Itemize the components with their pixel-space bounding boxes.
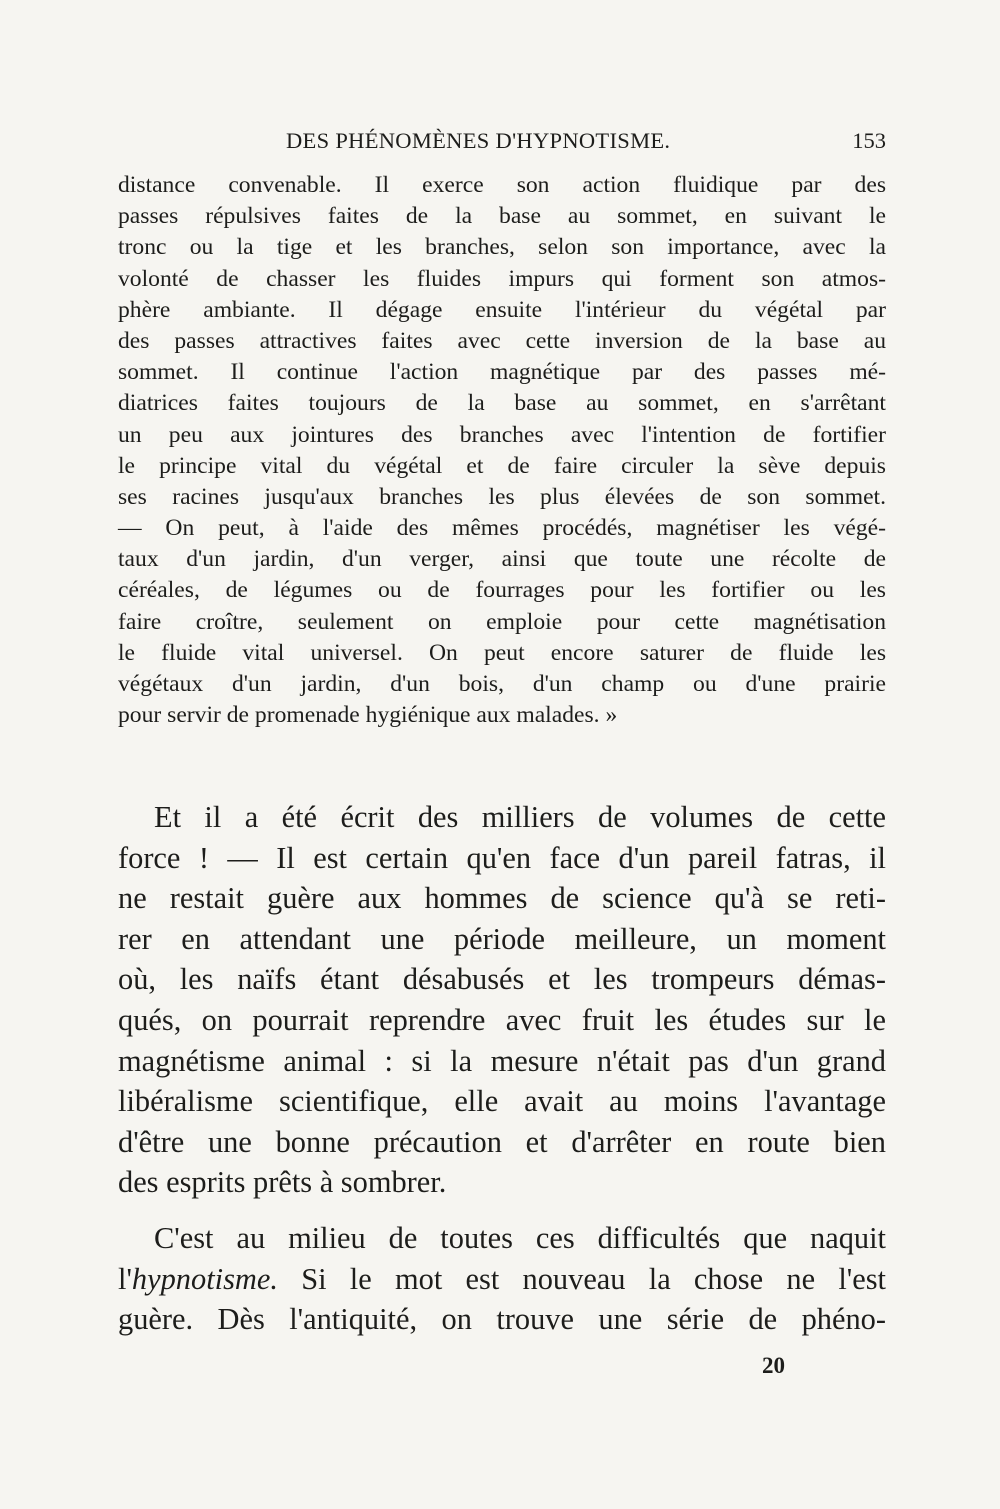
paragraph-line: des esprits prêts à sombrer.	[118, 1165, 447, 1200]
quote-line: des passes attractives faites avec cette inversion de la base au	[118, 327, 886, 354]
quote-line: — On peut, à l'aide des mêmes procédés, magnétiser les végé-	[118, 515, 886, 542]
paragraph-line: libéralisme scientifique, elle avait au moins l'avantage	[118, 1084, 886, 1119]
quote-line: pour servir de promenade hygiénique aux malades. »	[118, 702, 618, 729]
paragraph-line: guère. Dès l'antiquité, on trouve une série de phéno-	[118, 1302, 886, 1337]
paragraph-line: Et il a été écrit des milliers de volumes de cette	[154, 800, 886, 834]
italic-term: hypnotisme.	[131, 1261, 278, 1296]
quote-line: faire croître, seulement on emploie pour cette magnétisation	[118, 608, 886, 635]
paragraph-line: qués, on pourrait reprendre avec fruit les études sur le	[118, 1002, 886, 1037]
page-number: 153	[852, 128, 886, 153]
quote-line: phère ambiante. Il dégage ensuite l'intérieur du végétal par	[118, 296, 886, 323]
running-title: DES PHÉNOMÈNES D'HYPNOTISME.	[286, 128, 671, 153]
quote-line: volonté de chasser les fluides impurs qui forment son atmos-	[118, 265, 886, 292]
paragraph-line: C'est au milieu de toutes ces difficultés que naquit	[154, 1221, 886, 1255]
body-paragraph	[118, 1218, 886, 1340]
paragraph-line: force ! — Il est certain qu'en face d'un pareil fatras, il	[118, 840, 886, 875]
paragraph-line: ne restait guère aux hommes de science qu'à se reti-	[118, 881, 886, 916]
paragraph-line: rer en attendant une période meilleure, un moment	[118, 921, 886, 956]
body-paragraph	[118, 797, 886, 1203]
quote-line: sommet. Il continue l'action magnétique par des passes mé-	[118, 359, 886, 386]
quote-line: un peu aux jointures des branches avec l'intention de fortifier	[118, 421, 886, 448]
paragraph-line	[118, 1259, 886, 1300]
quote-line: diatrices faites toujours de la base au sommet, en s'arrêtant	[118, 390, 886, 417]
signature-mark: 20	[762, 1353, 785, 1378]
quote-line: taux d'un jardin, d'un verger, ainsi que toute une récolte de	[118, 546, 886, 573]
text-run: Si le mot est nouveau la chose ne l'est	[277, 1261, 886, 1296]
text-run: l'	[118, 1261, 132, 1296]
paragraph-line: magnétisme animal : si la mesure n'était pas d'un grand	[118, 1043, 886, 1078]
quote-line: ses racines jusqu'aux branches les plus élevées de son sommet.	[118, 483, 886, 510]
quote-line: le principe vital du végétal et de faire circuler la sève depuis	[118, 452, 886, 479]
quote-line: céréales, de légumes ou de fourrages pour les fortifier ou les	[118, 577, 886, 604]
quote-line: tronc ou la tige et les branches, selon son importance, avec la	[118, 234, 886, 261]
quoted-passage	[118, 170, 886, 731]
quote-line: distance convenable. Il exerce son action fluidique par des	[118, 172, 886, 198]
quote-line: végétaux d'un jardin, d'un bois, d'un champ ou d'une prairie	[118, 671, 886, 697]
running-head	[118, 128, 886, 158]
quote-line: passes répulsives faites de la base au sommet, en suivant le	[118, 203, 886, 230]
paragraph-line: où, les naïfs étant désabusés et les trompeurs démas-	[118, 962, 886, 997]
quote-line: le fluide vital universel. On peut encore saturer de fluide les	[118, 639, 886, 666]
paragraph-line: d'être une bonne précaution et d'arrêter en route bien	[118, 1124, 886, 1159]
